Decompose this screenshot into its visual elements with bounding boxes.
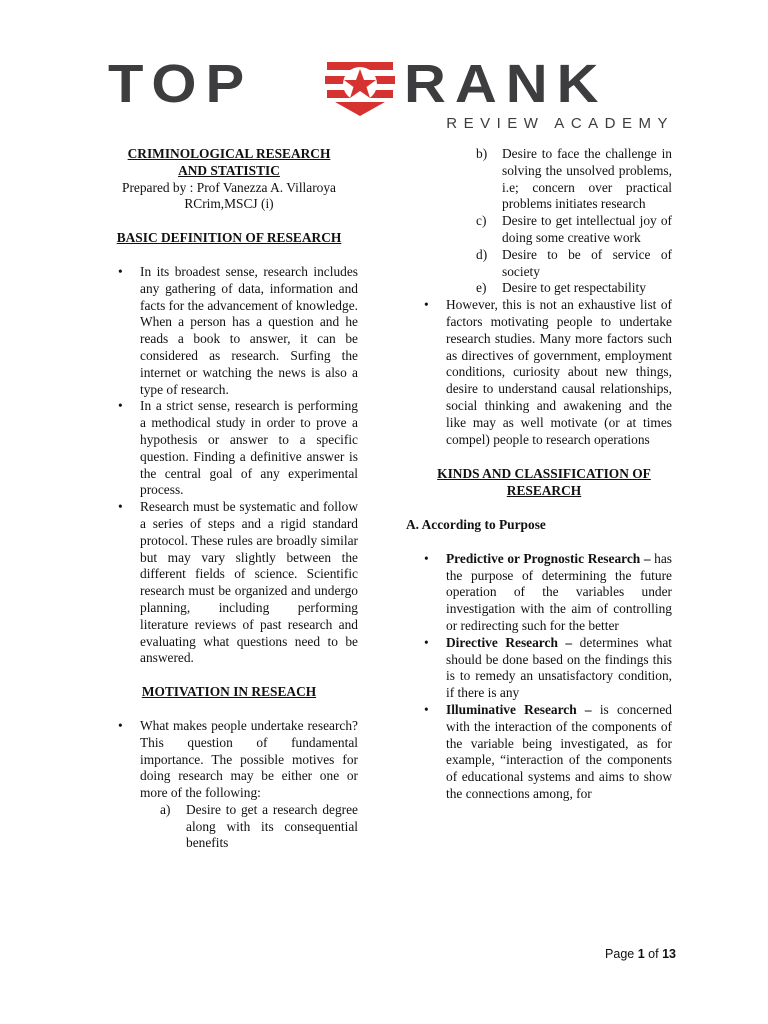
purpose-term: Predictive or Prognostic Research – — [446, 550, 651, 566]
heading-motivation: MOTIVATION IN RESEACH — [141, 684, 317, 700]
purpose-item — [406, 551, 672, 635]
purpose-desc: is concerned with the interaction of the components of the variable being investigated, as for example, “interaction of the components of educational systems and aims to show the connections among, for — [446, 701, 672, 801]
motivation-bullet-text: What makes people undertake research? This question of fundamental importance. The possible motives for doing research may be either one or more of the following: — [140, 717, 358, 801]
page-total: 13 — [662, 947, 676, 961]
heading-kinds-line-2: RESEARCH — [506, 483, 582, 499]
motive-item — [160, 802, 358, 852]
purpose-term: Directive Research – — [446, 634, 573, 650]
motives-list-continued — [476, 146, 672, 297]
purpose-desc: has the purpose of determining the future operation of the variables under investigation with the aim of controlling or redirecting such for the better — [446, 550, 672, 633]
logo-tagline: REVIEW ACADEMY — [446, 115, 674, 132]
prepared-by-line-2: RCrim,MSCJ (i) — [184, 196, 274, 212]
motive-text: Desire to face the challenge in solving the unsolved problems, i.e; concern over practical problems initiates research — [502, 146, 672, 212]
motive-text: Desire to get respectability — [502, 280, 646, 296]
however-list — [406, 297, 672, 448]
motive-marker: a) — [160, 801, 171, 817]
page-current: 1 — [637, 947, 645, 961]
motives-list — [160, 802, 358, 852]
title-line-1: CRIMINOLOGICAL RESEARCH — [127, 146, 331, 161]
motive-text: Desire to be of service of society — [502, 246, 672, 279]
purpose-item — [406, 702, 672, 803]
list-item: • In a strict sense, research is performing a methodical study in order to prove a hypothesis or answer to a specific question. Finding a definitive answer is the central goal of any experimental process. — [100, 398, 358, 499]
motive-marker: b) — [476, 146, 488, 161]
list-item: • Research must be systematic and follow a series of steps and a rigid standard protocol. These rules are broadly similar but may vary slightly between the different fields of science. Scientific research must be organized and undergo planning, including performing literature reviews of past research and evaluating what questions need to be answered. — [100, 499, 358, 667]
motive-item — [476, 213, 672, 247]
title-line-2: AND STATISTIC — [178, 162, 280, 178]
motivation-list — [100, 718, 358, 852]
purpose-desc: determines what should be done based on the findings this is to remedy an unsatisfactory condition, if there is any — [446, 634, 672, 701]
motive-marker: c) — [476, 213, 487, 229]
heading-kinds-line-1: KINDS AND CLASSIFICATION OF — [437, 466, 651, 482]
purpose-list — [406, 551, 672, 803]
list-item: • In its broadest sense, research includes any gathering of data, information and facts for the advancement of knowledge. When a person has a question and he reads a book to answer, it can be considered as research. Surfing the internet or watching the news is also a type of research. — [100, 264, 358, 398]
motive-item — [476, 146, 672, 213]
motive-marker: d) — [476, 246, 488, 262]
right-column — [406, 146, 672, 803]
purpose-item — [406, 635, 672, 702]
page-number — [605, 947, 676, 961]
list-item — [100, 718, 358, 852]
motive-item — [476, 247, 672, 281]
of-word: of — [648, 947, 659, 961]
list-item: • However, this is not an exhaustive list of factors motivating people to undertake research studies. Many more factors such as directives of government, employment conditions, curiosity about new things, desire to understand causal relationships, social thinking and awakening and the like may as well motivate (or at times compel) people to research operations — [406, 297, 672, 448]
purpose-term: Illuminative Research – — [446, 701, 592, 717]
heading-basic-definition: BASIC DEFINITION OF RESEARCH — [116, 230, 342, 246]
motive-text: Desire to get a research degree along with its consequential benefits — [186, 801, 358, 851]
page-word: Page — [605, 947, 635, 961]
logo-word-rank: RANK — [404, 54, 608, 115]
motive-item — [476, 280, 672, 297]
top-rank-logo — [108, 54, 676, 136]
document-title — [100, 146, 358, 180]
author-line — [100, 180, 358, 214]
prepared-by-line-1: Prepared by : Prof Vanezza A. Villaroya — [122, 179, 336, 195]
motive-text: Desire to get intellectual joy of doing some creative work — [502, 213, 672, 245]
basic-definition-list — [100, 264, 358, 667]
motive-marker: e) — [476, 280, 487, 296]
left-column — [100, 146, 358, 852]
star-shield-emblem-icon — [321, 60, 399, 116]
subheading-according-to-purpose: A. According to Purpose — [406, 516, 546, 532]
heading-kinds-classification — [406, 466, 672, 500]
logo-word-top: TOP — [108, 54, 254, 115]
